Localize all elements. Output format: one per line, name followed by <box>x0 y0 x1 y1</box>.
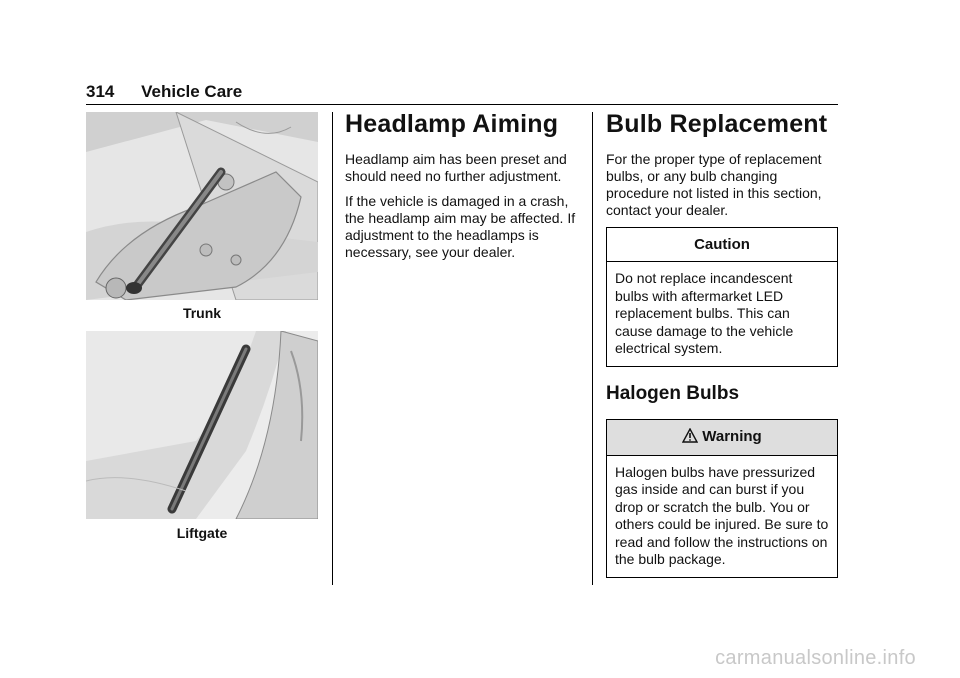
page-header <box>86 82 242 102</box>
liftgate-caption: Liftgate <box>176 525 228 541</box>
warning-text: Halogen bulbs have pressurized gas inside and can burst if you drop or scratch the bulb. You or others could be injured. Be sure to read and follow the instructions on the bulb package. <box>615 463 829 567</box>
bulb-intro-paragraph: For the proper type of replacement bulbs, or any bulb changing procedure not listed in this section, contact your dealer. <box>606 151 822 218</box>
column-divider-right <box>592 112 593 585</box>
liftgate-illustration <box>86 331 318 519</box>
headlamp-paragraph-2: If the vehicle is damaged in a crash, the headlamp aim may be affected. If adjustment to the headlamps is necessary, see your dealer. <box>345 193 576 260</box>
watermark: carmanualsonline.info <box>715 647 916 669</box>
trunk-illustration <box>86 112 318 300</box>
headlamp-paragraph-1: Headlamp aim has been preset and should need no further adjustment. <box>345 151 567 184</box>
warning-triangle-icon <box>682 428 698 447</box>
section-title: Vehicle Care <box>141 82 243 101</box>
header-rule <box>86 104 838 105</box>
warning-header <box>607 420 837 456</box>
headlamp-section <box>345 110 581 269</box>
trunk-caption: Trunk <box>182 305 222 321</box>
column-divider-left <box>332 112 333 585</box>
warning-box <box>606 419 838 578</box>
caution-heading: Caution <box>607 228 837 262</box>
bulb-section <box>606 110 838 578</box>
caution-text: Do not replace incandescent bulbs with aftermarket LED replacement bulbs. This can cause damage to the vehicle electrical system. <box>615 270 794 356</box>
halogen-bulbs-heading: Halogen Bulbs <box>606 382 740 404</box>
bulb-replacement-heading: Bulb Replacement <box>606 110 828 138</box>
warning-heading: Warning <box>702 427 762 445</box>
page-number: 314 <box>86 82 115 101</box>
caution-box <box>606 227 838 367</box>
headlamp-aiming-heading: Headlamp Aiming <box>345 110 559 138</box>
